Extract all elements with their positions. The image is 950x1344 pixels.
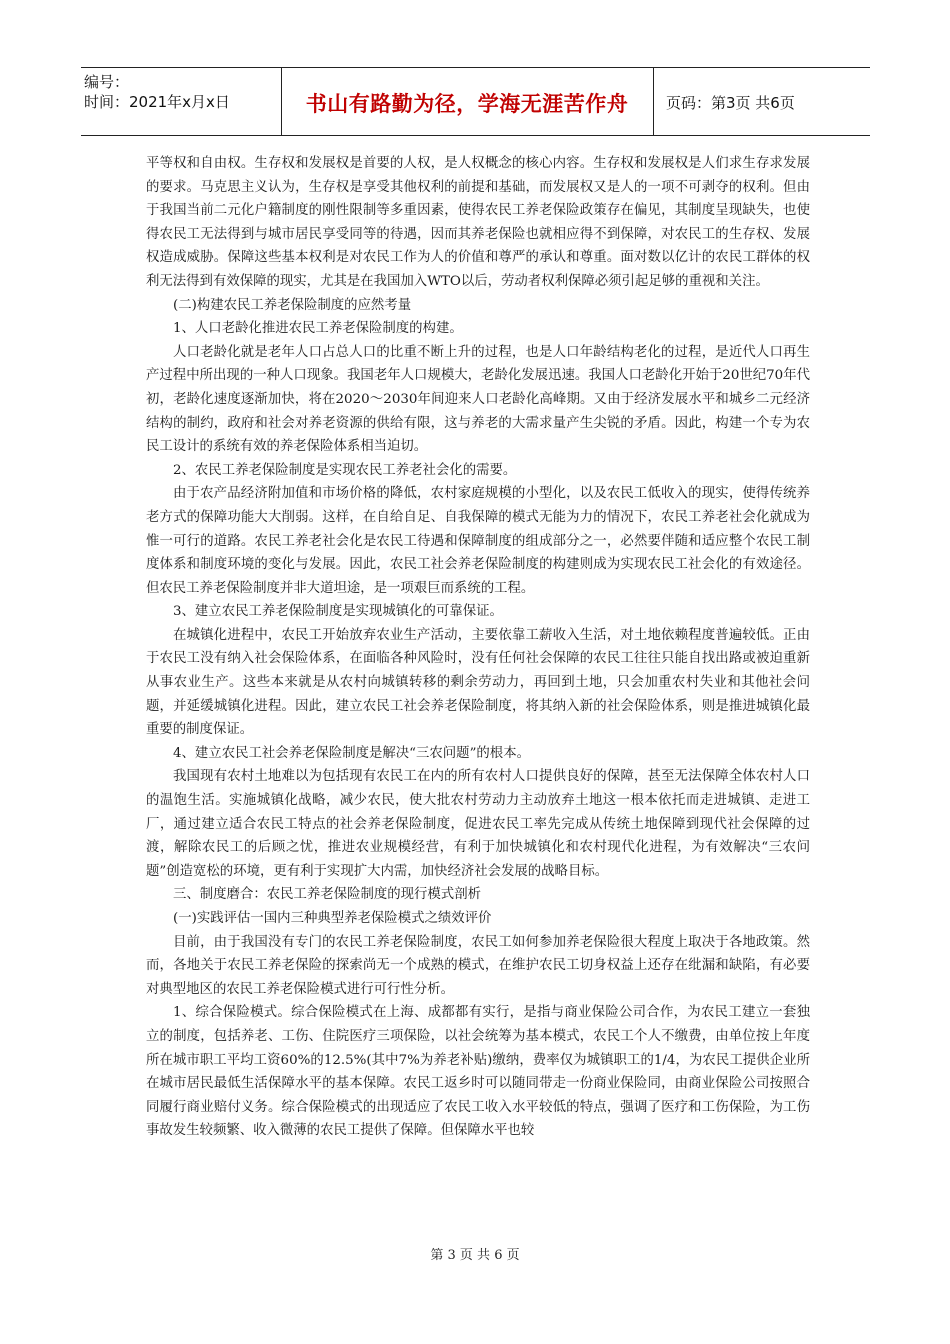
subheading: (二)构建农民工养老保险制度的应然考量 (173, 297, 412, 313)
doc-number-label: 编号： (84, 73, 130, 91)
paragraph: 我国现有农村土地难以为包括现有农民工在内的所有农村人口提供良好的保障，甚至无法保障全体农村人口的温饱生活。实施城镇化战略，减少农民，使大批农村劳动力主动放弃土地这一根本依托而走进城镇、走进工厂，通过建立适合农民工特点的社会养老保险制度，促进农民工率先完成从传统土地保障到现代社会保障的过渡，解除农民工的后顾之忧，推进农业规模经营，有利于加快城镇化和农村现代化进程，为有效解决“三农问题”创造宽松的环境，更有利于实现扩大内需，加快经济社会发展的战略目标。 (146, 769, 810, 879)
header-motto: 书山有路勤为径，学海无涯苦作舟 (305, 92, 629, 116)
paragraph: 平等权和自由权。生存权和发展权是首要的人权，是人权概念的核心内容。生存权和发展权是人们求生存求发展的要求。马克思主义认为，生存权是享受其他权利的前提和基础，而发展权又是人的一项不可剥夺的权利。但由于我国当前二元化户籍制度的刚性限制等多重因素，使得农民工养老保险政策存在偏见，其制度呈现缺失，也使得农民工无法得到与城市居民享受同等的待遇，因而其养老保险也就相应得不到保障，对农民工的生存权、发展权造成威胁。保障这些基本权利是对农民工作为人的价值和尊严的承认和尊重。面对数以亿计的农民工群体的权利无法得到有效保障的现实，尤其是在我国加入WTO以后，劳动者权利保障必须引起足够的重视和关注。 (146, 156, 810, 289)
paragraph: 目前，由于我国没有专门的农民工养老保险制度，农民工如何参加养老保险很大程度上取决于各地政策。然而，各地关于农民工养老保险的探索尚无一个成熟的模式，在维护农民工切身权益上还存在纰漏和缺陷，有必要对典型地区的农民工养老保险模式进行可行性分析。 (146, 934, 810, 997)
paragraph: 人口老龄化就是老年人口占总人口的比重不断上升的过程，也是人口年龄结构老化的过程，是近代人口再生产过程中所出现的一种人口现象。我国老年人口规模大，老龄化发展迅速。我国人口老龄化开始于20世纪70年代初，老龄化速度逐渐加快，将在2020～2030年间迎来人口老龄化高峰期。又由于经济发展水平和城乡二元经济结构的制约，政府和社会对养老资源的供给有限，这与养老的大需求量产生尖锐的矛盾。因此，构建一个专为农民工设计的系统有效的养老保险体系相当迫切。 (146, 344, 810, 455)
subheading: 1、人口老龄化推进农民工养老保险制度的构建。 (173, 321, 463, 337)
subheading: 3、建立农民工养老保险制度是实现城镇化的可靠保证。 (173, 604, 503, 620)
section-heading: 三、制度磨合：农民工养老保险制度的现行模式剖析 (173, 887, 481, 903)
document-body (146, 152, 810, 1143)
header-bottom-rule (81, 135, 870, 136)
subheading: 2、农民工养老保险制度是实现农民工养老社会化的需要。 (173, 462, 517, 478)
paragraph: 1、综合保险模式。综合保险模式在上海、成都都有实行，是指与商业保险公司合作，为农民工建立一套独立的制度，包括养老、工伤、住院医疗三项保险，以社会统筹为基本模式，农民工个人不缴费，由单位按上年度所在城市职工平均工资60%的12.5%(其中7%为养老补贴)缴纳，费率仅为城镇职工的1/4，为农民工提供企业所在城市居民最低生活保障水平的基本保障。农民工返乡时可以随同带走一份商业保险同，由商业保险公司按照合同履行商业赔付义务。综合保险模式的出现适应了农民工收入水平较低的特点，强调了医疗和工伤保险，为工伤事故发生较频繁、收入微薄的农民工提供了保障。但保障水平也较 (146, 1005, 810, 1139)
time-label: 时间：2021年x月x日 (84, 93, 230, 111)
paragraph: 在城镇化进程中，农民工开始放弃农业生产活动，主要依靠工薪收入生活，对土地依赖程度普遍较低。正由于农民工没有纳入社会保险体系，在面临各种风险时，没有任何社会保障的农民工往往只能自找出路或被迫重新从事农业生产。这些本来就是从农村向城镇转移的剩余劳动力，再回到土地，只会加重农村失业和其他社会问题，并延缓城镇化进程。因此，建立农民工社会养老保险制度，将其纳入新的社会保险体系，则是推进城镇化最重要的制度保证。 (146, 627, 810, 738)
paragraph: 由于农产品经济附加值和市场价格的降低，农村家庭规模的小型化，以及农民工低收入的现实，使得传统养老方式的保障功能大大削弱。这样，在自给自足、自我保障的模式无能为力的情况下，农民工养老社会化就成为惟一可行的道路。农民工养老社会化是农民工待遇和保障制度的组成部分之一，必然要伴随和适应整个农民工制度体系和制度环境的变化与发展。因此，农民工社会养老保险制度的构建则成为实现农民工社会化的有效途径。但农民工养老保险制度并非大道坦途，是一项艰巨而系统的工程。 (146, 486, 810, 596)
header-meta (84, 72, 230, 112)
page-footer: 第 3 页 共 6 页 (430, 1248, 520, 1263)
header-top-rule (81, 67, 870, 68)
header-divider-right (653, 67, 654, 135)
header-page-label: 页码：第3页 共6页 (666, 94, 795, 112)
subheading: (一)实践评估一国内三种典型养老保险模式之绩效评价 (173, 911, 492, 926)
subheading: 4、建立农民工社会养老保险制度是解决“三农问题”的根本。 (173, 745, 530, 761)
